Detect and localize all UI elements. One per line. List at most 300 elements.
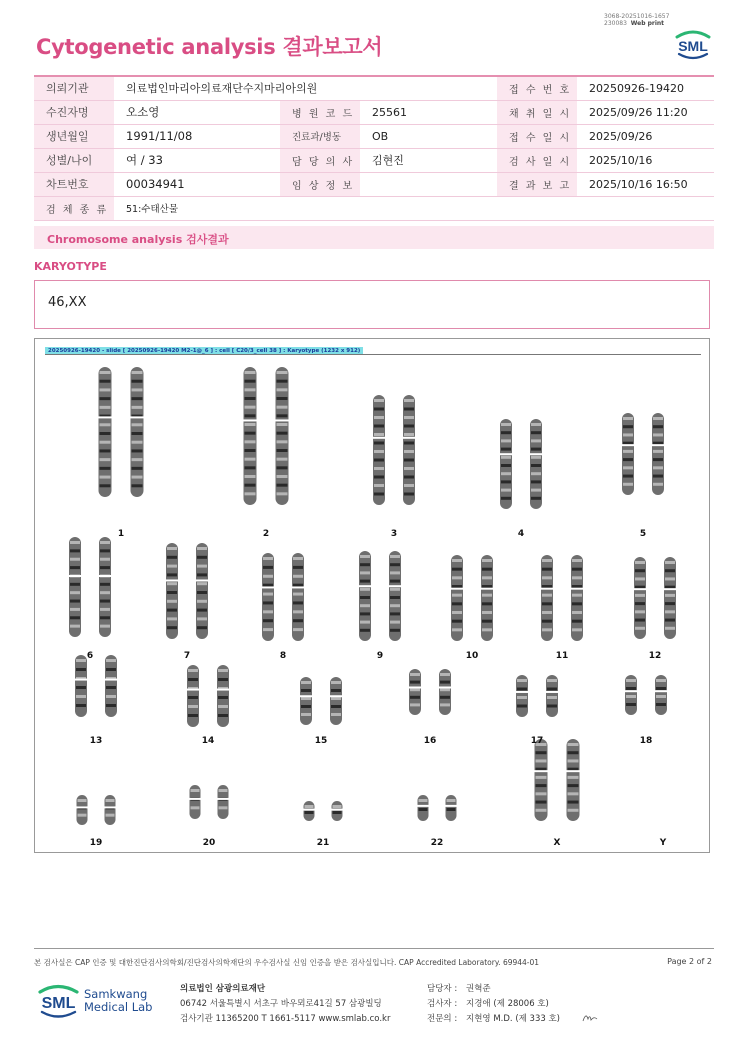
chromosome-band <box>100 406 111 409</box>
sml-footer-logo-icon <box>36 980 81 1022</box>
info-row <box>34 76 714 100</box>
centromere <box>104 679 118 681</box>
chromosome-band <box>245 397 256 400</box>
chromosome-band <box>404 493 414 496</box>
chromosome-band <box>167 573 177 576</box>
chromosome-band <box>197 591 207 594</box>
chromosome-band <box>656 679 666 682</box>
chromosome-band <box>360 563 370 566</box>
chromosome-band <box>665 594 675 597</box>
chromosome-band <box>501 439 511 442</box>
chromosome-pair-18 <box>624 675 668 715</box>
chromosome-band <box>100 583 110 586</box>
chromosome-band <box>333 811 342 814</box>
chromosome-band <box>452 568 462 571</box>
chromosome-band <box>100 476 111 479</box>
chromosome-band <box>167 582 177 585</box>
chromosome-pair-4 <box>499 419 543 509</box>
organization-name: 의료법인 삼광의료재단 <box>180 984 266 994</box>
staff-row: 전문의 : 지현영 M.D. (제 333 호) <box>427 1014 561 1024</box>
chromosome-band <box>106 686 116 689</box>
chromosome-band <box>568 792 579 795</box>
chromosome-band <box>547 696 557 699</box>
chromosome-band <box>440 673 450 676</box>
chromosome-band <box>536 759 547 762</box>
chromosome-band <box>374 442 384 445</box>
birth-date-label: 생년월일 <box>34 124 114 148</box>
staff-block <box>427 982 560 1027</box>
chromosome-pair-7 <box>165 543 209 639</box>
requesting-institution-label: 의뢰기관 <box>34 76 114 100</box>
chromosome-band <box>410 703 420 706</box>
chromosome-band <box>263 601 273 604</box>
chromosome-band <box>404 433 414 436</box>
chromosome-band <box>106 659 116 662</box>
chromosome-label-21: 21 <box>316 838 330 848</box>
chromosome-band <box>482 602 492 605</box>
chromosome-band <box>542 602 552 605</box>
chromosome-band <box>501 472 511 475</box>
centromere <box>654 690 668 692</box>
chromosome-band <box>447 808 456 811</box>
chromosome-band <box>293 593 303 596</box>
chromosome-band <box>542 628 552 631</box>
chromosome-label-7: 7 <box>183 651 191 661</box>
accreditation-notice: 본 검사실은 CAP 인증 및 대한진단검사의학회/진단검사의학재단의 우수검사실 신임 인증을 받은 검사실입니다. CAP Accredited Laboratory. 69944-01 <box>34 958 540 967</box>
chromosome-label-9: 9 <box>376 651 384 661</box>
chromosome-band <box>188 714 198 717</box>
centromere <box>499 453 513 455</box>
chromosome-band <box>665 619 675 622</box>
chromosome-band <box>263 575 273 578</box>
chromosome-pair-X <box>534 739 581 821</box>
chromosome-band <box>653 450 663 453</box>
chromosome-band <box>197 556 207 559</box>
chromosome-band <box>440 681 450 684</box>
chromosome-band <box>482 628 492 631</box>
chromosome-pair-14 <box>186 665 230 727</box>
centromere <box>445 805 458 807</box>
centromere <box>130 416 145 418</box>
chromosome-band <box>542 594 552 597</box>
chromosome-label-2: 2 <box>262 529 270 539</box>
centromere <box>217 798 230 800</box>
centromere <box>624 690 638 692</box>
chromosome-band <box>293 628 303 631</box>
chromosome-band <box>78 799 87 802</box>
chromosome-band <box>542 568 552 571</box>
chromosome-band <box>517 679 527 682</box>
chromosome-band <box>501 464 511 467</box>
chromosome-band <box>517 696 527 699</box>
chromosome-band <box>70 549 80 552</box>
chromosome-band <box>132 423 143 426</box>
centromere <box>98 575 112 577</box>
info-row <box>34 148 714 172</box>
chromosome-band <box>623 450 633 453</box>
chromosome-pair-3 <box>372 395 416 505</box>
chromosome-band <box>626 679 636 682</box>
chromosome-band <box>245 406 256 409</box>
centromere <box>438 686 452 688</box>
chromosome-band <box>218 696 228 699</box>
chromosome-band <box>245 423 256 426</box>
collection-datetime-value: 2025/09/26 11:20 <box>577 100 714 124</box>
specimen-type-value: 51:수태산물 <box>114 196 714 220</box>
chromosome-band <box>452 628 462 631</box>
chromosome-band <box>132 432 143 435</box>
chromosome-band <box>452 620 462 623</box>
chromosome-band <box>132 476 143 479</box>
centromere <box>417 805 430 807</box>
chromosome-band <box>76 686 86 689</box>
sml-footer-logo-text: SML <box>41 995 76 1012</box>
chromosome-band <box>452 611 462 614</box>
chromosome-band <box>78 814 87 817</box>
chromosome-band <box>219 806 228 809</box>
chromosome-label-12: 12 <box>648 651 662 661</box>
chromosome-band <box>547 679 557 682</box>
centromere <box>261 586 275 588</box>
chromosome-label-10: 10 <box>465 651 479 661</box>
chromosome-band <box>404 467 414 470</box>
chromosome-pair-19 <box>76 795 117 825</box>
chromosome-band <box>301 705 311 708</box>
chromosome-band <box>245 492 256 495</box>
chromosome-band <box>482 559 492 562</box>
chromosome-band <box>531 497 541 500</box>
chromosome-band <box>501 489 511 492</box>
chromosome-band <box>374 484 384 487</box>
chromosome-band <box>390 588 400 591</box>
collection-datetime-label: 채 취 일 시 <box>497 100 577 124</box>
chromosome-band <box>531 431 541 434</box>
chromosome-band <box>360 596 370 599</box>
chromosome-band <box>360 555 370 558</box>
chromosome-band <box>188 678 198 681</box>
chromosome-band <box>293 601 303 604</box>
chromosome-band <box>531 489 541 492</box>
chromosome-band <box>623 433 633 436</box>
chromosome-band <box>404 442 414 445</box>
chromosome-pair-8 <box>261 553 305 641</box>
chromosome-band <box>277 432 288 435</box>
chromosome-band <box>245 432 256 435</box>
chromosome-band <box>360 571 370 574</box>
karyogram-image <box>35 339 711 854</box>
chromosome-band <box>167 556 177 559</box>
chromosome-band <box>635 594 645 597</box>
chromosome-band <box>301 681 311 684</box>
chromosome-band <box>623 475 633 478</box>
requesting-institution-value: 의료법인마리아의료재단수지마리아의원 <box>114 76 497 100</box>
chromosome-band <box>132 371 143 374</box>
chromosome-band <box>100 458 111 461</box>
chromosome-band <box>536 801 547 804</box>
chromosome-band <box>100 484 111 487</box>
chromosome-15-a <box>300 677 312 725</box>
accession-number-value: 20250926-19420 <box>577 76 714 100</box>
centromere <box>186 689 200 691</box>
report-datetime-label: 결 과 보 고 <box>497 172 577 196</box>
chromosome-band <box>665 602 675 605</box>
chromosome-band <box>191 789 200 792</box>
chromosome-band <box>197 547 207 550</box>
chromosome-label-X: X <box>553 838 561 848</box>
chromosome-pair-11 <box>540 555 584 641</box>
chromosome-band <box>452 559 462 562</box>
centromere <box>165 579 179 581</box>
page-number: Page 2 of 2 <box>667 957 712 966</box>
chromosome-band <box>390 580 400 583</box>
chromosome-band <box>531 423 541 426</box>
chromosome-band <box>70 608 80 611</box>
chromosome-band <box>301 689 311 692</box>
chromosome-label-22: 22 <box>430 838 444 848</box>
centromere <box>388 585 402 587</box>
chromosome-band <box>531 480 541 483</box>
staff-row: 담당자 : 권혁준 <box>427 984 491 994</box>
report-title: Cytogenetic analysis 결과보고서 <box>36 35 383 59</box>
chromosome-band <box>626 695 636 698</box>
chromosome-band <box>410 688 420 691</box>
chromosome-band <box>665 561 675 564</box>
chromosome-band <box>374 467 384 470</box>
centromere <box>299 695 313 697</box>
chromosome-band <box>132 406 143 409</box>
chromosome-band <box>70 625 80 628</box>
chart-number-label: 차트번호 <box>34 172 114 196</box>
chromosome-band <box>132 458 143 461</box>
chromosome-band <box>572 559 582 562</box>
chromosome-band <box>277 397 288 400</box>
info-row <box>34 124 714 148</box>
receipt-date-label: 접 수 일 시 <box>497 124 577 148</box>
chromosome-band <box>440 688 450 691</box>
chromosome-label-15: 15 <box>314 736 328 746</box>
chromosome-band <box>219 789 228 792</box>
chromosome-label-20: 20 <box>202 838 216 848</box>
chromosome-band <box>542 620 552 623</box>
chromosome-band <box>447 799 456 802</box>
reference-line-2: 230083 Web print <box>604 20 665 27</box>
clinical-info-value <box>360 172 497 196</box>
chromosome-band <box>665 627 675 630</box>
chromosome-band <box>331 689 341 692</box>
chromosome-band <box>76 659 86 662</box>
chromosome-band <box>100 380 111 383</box>
chromosome-band <box>197 626 207 629</box>
chromosome-band <box>76 704 86 707</box>
centromere <box>68 575 82 577</box>
chromosome-band <box>132 388 143 391</box>
chromosome-band <box>635 561 645 564</box>
centromere <box>633 588 647 590</box>
sml-logo-icon <box>672 26 714 62</box>
address: 06742 서울특별시 서초구 바우뫼로41길 57 삼광빌딩 <box>180 999 382 1009</box>
chromosome-band <box>374 425 384 428</box>
chromosome-band <box>452 602 462 605</box>
karyogram-panel <box>34 338 710 853</box>
chromosome-band <box>167 626 177 629</box>
chromosome-label-18: 18 <box>639 736 653 746</box>
chromosome-band <box>263 619 273 622</box>
chromosome-band <box>501 423 511 426</box>
info-row <box>34 196 714 220</box>
chromosome-band <box>623 417 633 420</box>
chromosome-label-16: 16 <box>423 736 437 746</box>
chromosome-band <box>70 616 80 619</box>
clinical-info-label: 임 상 정 보 <box>280 172 360 196</box>
chromosome-band <box>245 388 256 391</box>
physician-label: 담 당 의 사 <box>280 148 360 172</box>
department-label: 진료과/병동 <box>280 124 360 148</box>
chromosome-band <box>188 696 198 699</box>
chromosome-band <box>390 629 400 632</box>
chromosome-band <box>572 602 582 605</box>
chromosome-band <box>626 703 636 706</box>
chromosome-band <box>635 577 645 580</box>
chromosome-band <box>277 414 288 417</box>
patient-name-label: 수진자명 <box>34 100 114 124</box>
chromosome-band <box>245 484 256 487</box>
chart-number-value: 00034941 <box>114 172 280 196</box>
chromosome-band <box>501 480 511 483</box>
chromosome-band <box>482 576 492 579</box>
specimen-type-label: 검 체 종 류 <box>34 196 114 220</box>
chromosome-band <box>665 577 675 580</box>
chromosome-band <box>572 628 582 631</box>
chromosome-band <box>531 472 541 475</box>
chromosome-label-1: 1 <box>117 529 125 539</box>
chromosome-label-5: 5 <box>639 529 647 539</box>
chromosome-band <box>440 703 450 706</box>
chromosome-band <box>536 809 547 812</box>
chromosome-band <box>360 629 370 632</box>
chromosome-band <box>277 449 288 452</box>
chromosome-band <box>572 620 582 623</box>
centromere <box>515 691 529 693</box>
chromosome-band <box>100 600 110 603</box>
chromosome-band <box>167 547 177 550</box>
contact-line: 검사기관 11365200 T 1661-5117 www.smlab.co.kr <box>180 1014 391 1024</box>
centromere <box>621 444 635 446</box>
chromosome-band <box>167 591 177 594</box>
chromosome-band <box>197 582 207 585</box>
chromosome-band <box>452 576 462 579</box>
chromosome-label-Y: Y <box>659 838 667 848</box>
chromosome-band <box>263 593 273 596</box>
chromosome-band <box>106 814 115 817</box>
chromosome-band <box>653 417 663 420</box>
chromosome-band <box>245 466 256 469</box>
chromosome-band <box>374 416 384 419</box>
chromosome-band <box>197 600 207 603</box>
chromosome-band <box>390 604 400 607</box>
chromosome-band <box>374 459 384 462</box>
chromosome-band <box>106 799 115 802</box>
karyotype-heading: KARYOTYPE <box>34 260 107 273</box>
chromosome-band <box>536 776 547 779</box>
centromere <box>408 686 422 688</box>
chromosome-label-19: 19 <box>89 838 103 848</box>
chromosome-band <box>263 566 273 569</box>
centromere <box>651 444 665 446</box>
chromosome-band <box>665 569 675 572</box>
chromosome-band <box>665 610 675 613</box>
chromosome-band <box>76 695 86 698</box>
chromosome-band <box>374 476 384 479</box>
chromosome-band <box>656 695 666 698</box>
chromosome-band <box>542 611 552 614</box>
centromere <box>529 453 543 455</box>
chromosome-band <box>100 432 111 435</box>
chromosome-band <box>653 425 663 428</box>
chromosome-band <box>542 576 552 579</box>
chromosome-band <box>572 576 582 579</box>
chromosome-band <box>70 583 80 586</box>
centromere <box>195 579 209 581</box>
chromosome-band <box>301 697 311 700</box>
chromosome-band <box>653 433 663 436</box>
sex-age-value: 여 / 33 <box>114 148 280 172</box>
info-row <box>34 172 714 196</box>
chromosome-band <box>197 573 207 576</box>
chromosome-label-4: 4 <box>517 529 525 539</box>
centromere <box>275 419 290 421</box>
info-row <box>34 100 714 124</box>
chromosome-pair-9 <box>358 551 402 641</box>
chromosome-band <box>568 809 579 812</box>
chromosome-band <box>360 588 370 591</box>
chromosome-band <box>245 449 256 452</box>
chromosome-band <box>360 612 370 615</box>
centromere <box>243 419 258 421</box>
chromosome-band <box>100 616 110 619</box>
chromosome-band <box>568 743 579 746</box>
chromosome-band <box>277 380 288 383</box>
chromosome-band <box>100 558 110 561</box>
chromosome-band <box>536 751 547 754</box>
chromosome-band <box>100 423 111 426</box>
chromosome-band <box>410 681 420 684</box>
chromosome-band <box>374 399 384 402</box>
chromosome-band <box>404 450 414 453</box>
chromosome-band <box>374 433 384 436</box>
chromosome-band <box>277 371 288 374</box>
chromosome-pair-15 <box>299 677 343 725</box>
chromosome-band <box>245 475 256 478</box>
chromosome-band <box>293 557 303 560</box>
centromere <box>76 806 89 808</box>
chromosome-band <box>572 568 582 571</box>
chromosome-band <box>452 585 462 588</box>
centromere <box>570 588 584 590</box>
centromere <box>291 586 305 588</box>
chromosome-band <box>331 697 341 700</box>
chromosome-band <box>76 668 86 671</box>
chromosome-pair-1 <box>98 367 145 497</box>
centromere <box>545 691 559 693</box>
lab-name <box>84 988 152 1014</box>
chromosome-band <box>360 604 370 607</box>
chromosome-band <box>277 475 288 478</box>
lab-address-block <box>180 982 390 1027</box>
chromosome-band <box>656 687 666 690</box>
chromosome-band <box>360 621 370 624</box>
chromosome-label-17: 17 <box>530 736 544 746</box>
chromosome-band <box>653 483 663 486</box>
